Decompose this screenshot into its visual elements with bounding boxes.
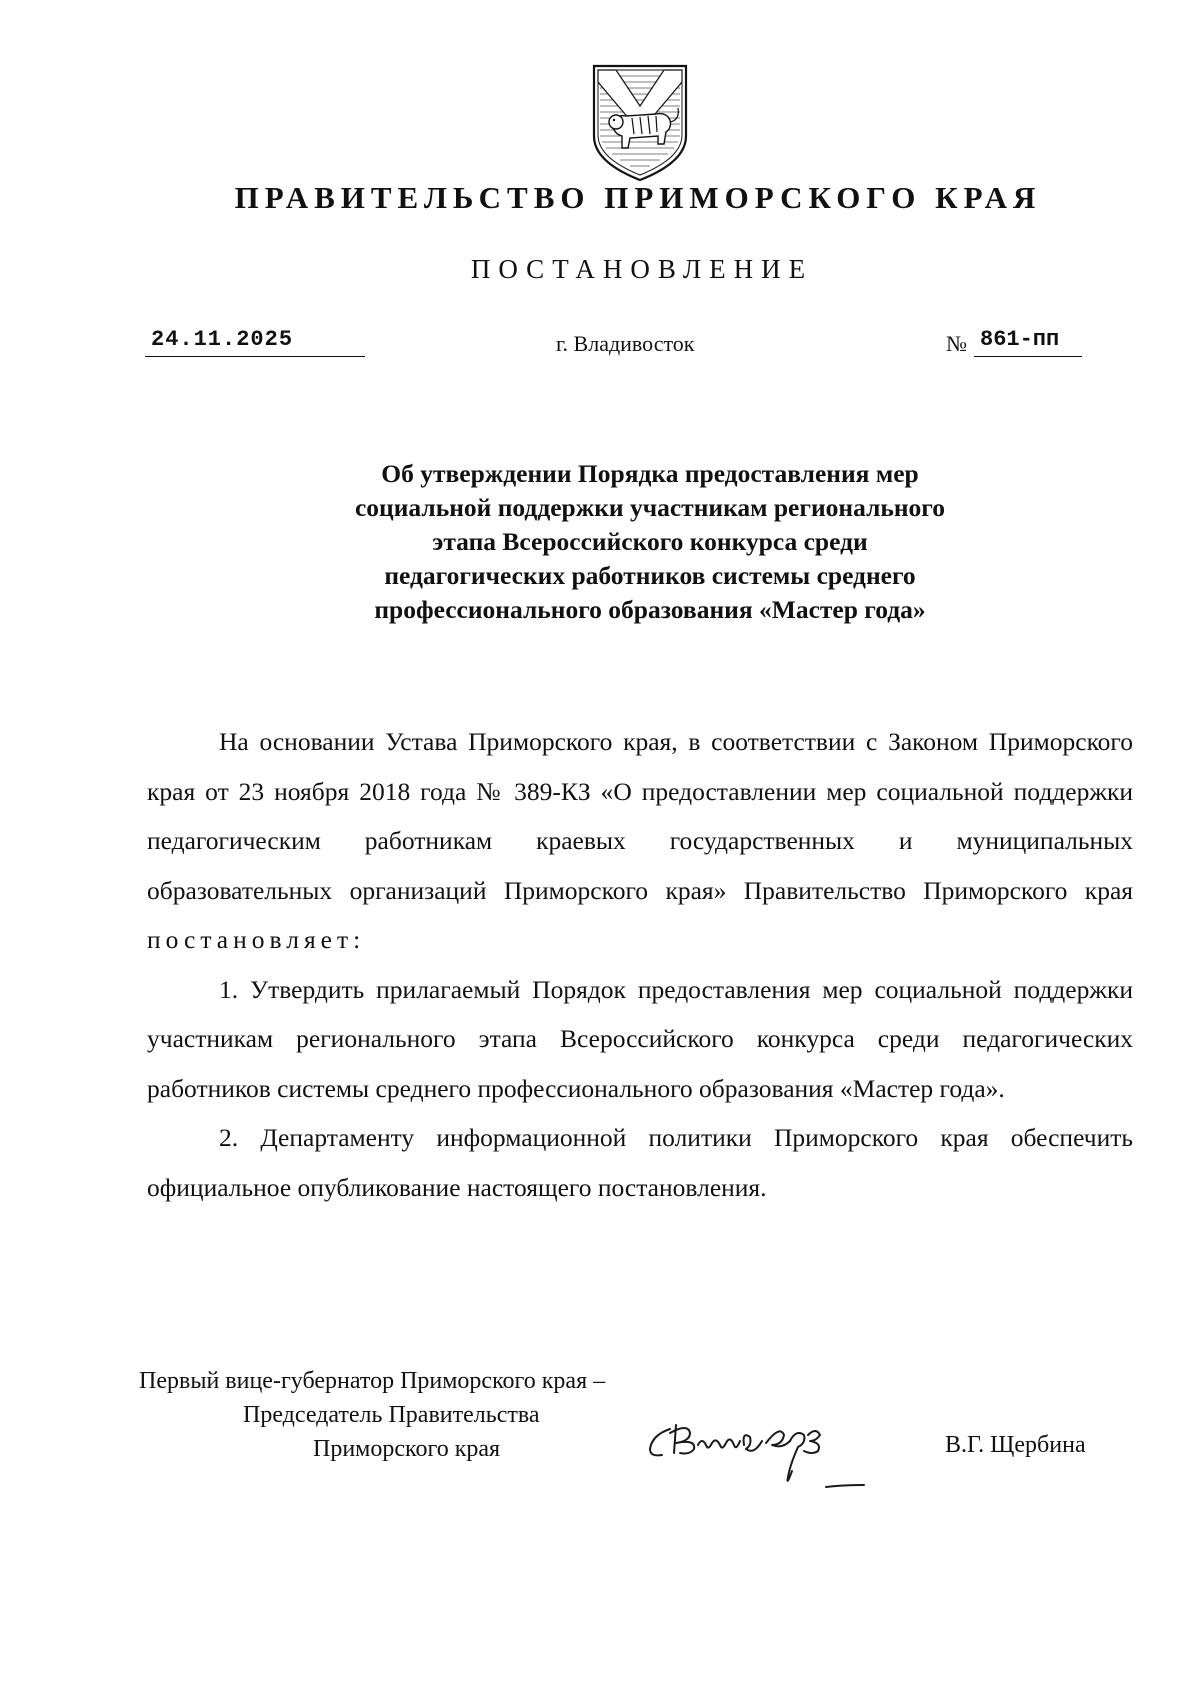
number-field [974,325,1082,357]
document-city: г. Владивосток [556,331,695,356]
preamble-text: На основании Устава Приморского края, в соответствии с Законом Приморского края от 23 ноября 2018 года № 389-КЗ «О предоставлении мер социальной поддержки педагогическим работникам краевых государственных и муниципальных образовательных организаций Приморского края» Правительство Приморского края [147,727,1133,905]
subject-line: социальной поддержки участникам регионального [354,493,945,522]
document-type: ПОСТАНОВЛЕНИЕ [470,254,814,284]
position-line: Первый вице-губернатор Приморского края – [139,1368,606,1394]
item-2-paragraph: 2. Департаменту информационной политики Приморского края обеспечить официальное опубликование настоящего постановления. [147,1123,1133,1202]
number-label: № [946,331,967,356]
resolves-word: постановляет: [147,925,366,954]
subject-line: профессионального образования «Мастер года» [374,595,926,624]
subject-line: этапа Всероссийского конкурса среди [432,527,868,556]
preamble-paragraph [147,717,1133,965]
signature-icon [640,1415,870,1505]
coat-of-arms-icon [586,62,694,184]
document-date: 24.11.2025 [151,327,294,352]
position-line: Председатель Правительства [243,1402,540,1428]
decree-body [147,717,1133,1212]
document-subject [250,457,1050,627]
signatory-name: В.Г. Щербина [945,1432,1086,1458]
document-number: 861-пп [980,327,1060,352]
date-field [145,325,365,357]
signatory-position [139,1364,605,1466]
item-1-paragraph: 1. Утвердить прилагаемый Порядок предоставления мер социальной поддержки участникам регионального этапа Всероссийского конкурса среди педагогических работников системы среднего профессионального образования «Мастер года». [147,974,1133,1103]
government-title: ПРАВИТЕЛЬСТВО ПРИМОРСКОГО КРАЯ [234,180,1042,215]
subject-line: Об утверждении Порядка предоставления мер [381,459,919,488]
subject-line: педагогических работников системы среднего [384,561,916,590]
position-line: Приморского края [313,1436,501,1462]
